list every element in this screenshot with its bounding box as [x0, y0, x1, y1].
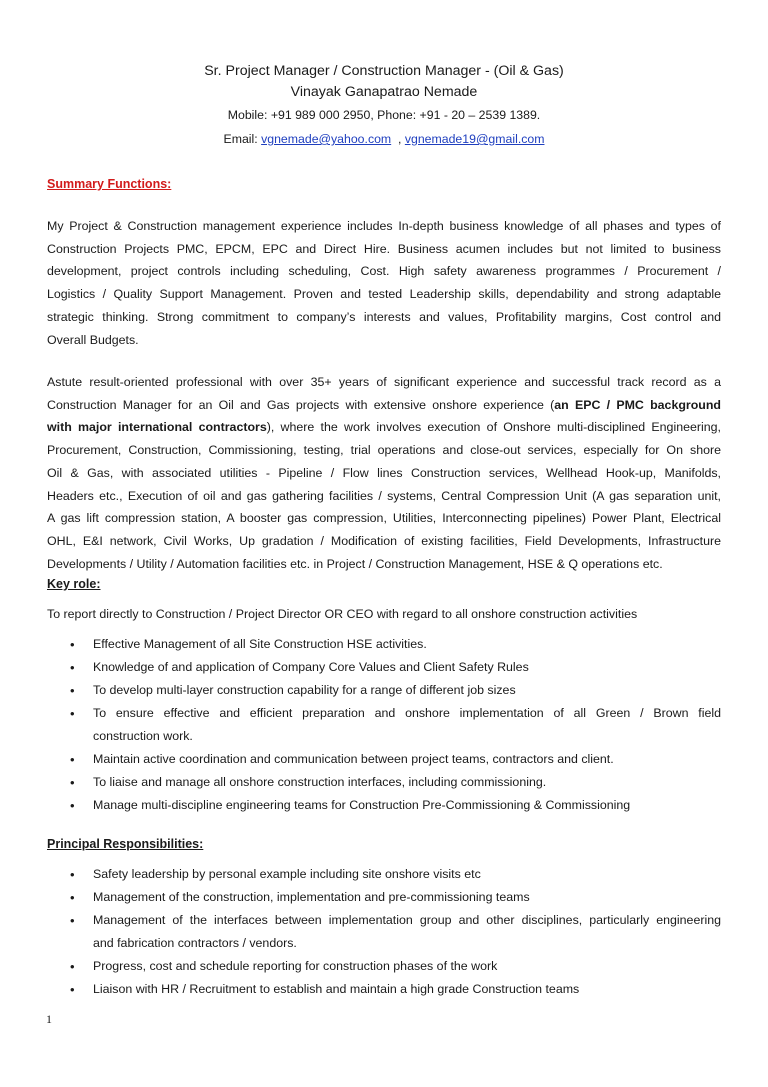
email-line — [0, 132, 768, 146]
bullet-icon: • — [70, 959, 75, 974]
bullet-text: construction work. — [93, 729, 193, 743]
experience-line: A gas lift compression station, A booster gas compression, Utilities, Interconnecting pipelines) Power Plant, Electrical — [47, 511, 721, 526]
document-title: Sr. Project Manager / Construction Manager - (Oil & Gas) — [204, 63, 564, 79]
bullet-text: Effective Management of all Site Construction HSE activities. — [93, 637, 427, 651]
bullet-icon: • — [70, 867, 75, 882]
bullet-text: To liaise and manage all onshore construction interfaces, including commissioning. — [93, 775, 547, 789]
experience-bold-text: with major international contractors — [47, 420, 267, 435]
summary-heading: Summary Functions: — [47, 177, 172, 191]
bullet-text: Safety leadership by personal example including site onshore visits etc — [93, 867, 481, 881]
summary-line: Overall Budgets. — [47, 332, 139, 347]
bullet-icon: • — [70, 660, 75, 675]
experience-line: Developments / Utility / Automation facilities etc. in Project / Construction Management, HSE & Q operations etc. — [47, 556, 663, 571]
bullet-icon: • — [70, 683, 75, 698]
bullet-text: Knowledge of and application of Company Core Values and Client Safety Rules — [93, 660, 529, 674]
experience-text: ), where the work involves execution of Onshore multi-disciplined Engineering, — [266, 420, 721, 435]
bullet-text: Management of the construction, implementation and pre-commissioning teams — [93, 890, 530, 904]
bullet-text: Progress, cost and schedule reporting for construction phases of the work — [93, 959, 498, 973]
summary-line: development, project controls including scheduling, Cost. High safety awareness programmes / Procurement / — [47, 264, 721, 279]
email-label: Email: — [223, 132, 262, 146]
key-role-heading: Key role: — [47, 577, 101, 591]
experience-line: OHL, E&I network, Civil Works, Up gradation / Modification of existing facilities, Field Developments, Infrastructure — [47, 533, 721, 548]
summary-paragraph — [47, 215, 721, 351]
summary-line: Construction Projects PMC, EPCM, EPC and Direct Hire. Business acumen includes but not limited to business — [47, 241, 721, 256]
summary-line: strategic thinking. Strong commitment to company’s interests and values, Profitability margins, Cost control and — [47, 309, 721, 324]
page-number: 1 — [46, 1012, 52, 1026]
bullet-text: Manage multi-discipline engineering teams for Construction Pre-Commissioning & Commissioning — [93, 798, 631, 812]
experience-bold-text: an EPC / PMC background — [554, 397, 721, 412]
experience-line: Procurement, Construction, Commissioning, testing, trial operations and close-out services, especially for On shore — [47, 443, 721, 458]
summary-line: Logistics / Quality Support Management. Proven and tested Leadership skills, dependability and strong adaptable — [47, 287, 721, 302]
bullet-text: Management of the interfaces between implementation group and other disciplines, particularly engineering — [93, 913, 721, 927]
bullet-text: Maintain active coordination and communication between project teams, contractors and client. — [93, 752, 614, 766]
bullet-icon: • — [70, 637, 75, 652]
email-separator: , — [391, 132, 405, 146]
bullet-text: To develop multi-layer construction capability for a range of different job sizes — [93, 683, 516, 697]
experience-paragraph — [47, 371, 721, 575]
key-role-intro: To report directly to Construction / Project Director OR CEO with regard to all onshore construction activities — [47, 607, 638, 621]
bullet-icon: • — [70, 798, 75, 813]
experience-line: Headers etc., Execution of oil and gas gathering facilities / systems, Central Compression Unit (A gas separation unit, — [47, 488, 721, 503]
candidate-name: Vinayak Ganapatrao Nemade — [290, 84, 478, 100]
experience-line — [47, 416, 721, 439]
experience-text: Construction Manager for an Oil and Gas projects with extensive onshore experience ( — [47, 397, 555, 412]
bullet-text: To ensure effective and efficient preparation and onshore implementation of all Green / Brown field — [93, 706, 721, 720]
bullet-text: Liaison with HR / Recruitment to establish and maintain a high grade Construction teams — [93, 982, 580, 996]
experience-line: Astute result-oriented professional with over 35+ years of significant experience and successful track record as a — [47, 375, 721, 389]
email-link-gmail[interactable]: vgnemade19@gmail.com — [404, 132, 545, 146]
experience-line — [47, 394, 721, 417]
email-link-yahoo[interactable]: vgnemade@yahoo.com — [261, 132, 392, 146]
bullet-icon: • — [70, 982, 75, 997]
bullet-icon: • — [70, 775, 75, 790]
bullet-icon: • — [70, 890, 75, 905]
bullet-icon: • — [70, 913, 75, 928]
contact-line: Mobile: +91 989 000 2950, Phone: +91 - 20 – 2539 1389. — [227, 108, 541, 122]
experience-line: Oil & Gas, with associated utilities - Pipeline / Flow lines Construction services, Wellhead Hook-up, Manifolds, — [47, 465, 721, 480]
summary-line: My Project & Construction management experience includes In-depth business knowledge of all phases and types of — [47, 219, 721, 233]
bullet-text: and fabrication contractors / vendors. — [93, 936, 297, 950]
bullet-icon: • — [70, 752, 75, 767]
principal-responsibilities-heading: Principal Responsibilities: — [47, 837, 204, 851]
bullet-icon: • — [70, 706, 75, 721]
